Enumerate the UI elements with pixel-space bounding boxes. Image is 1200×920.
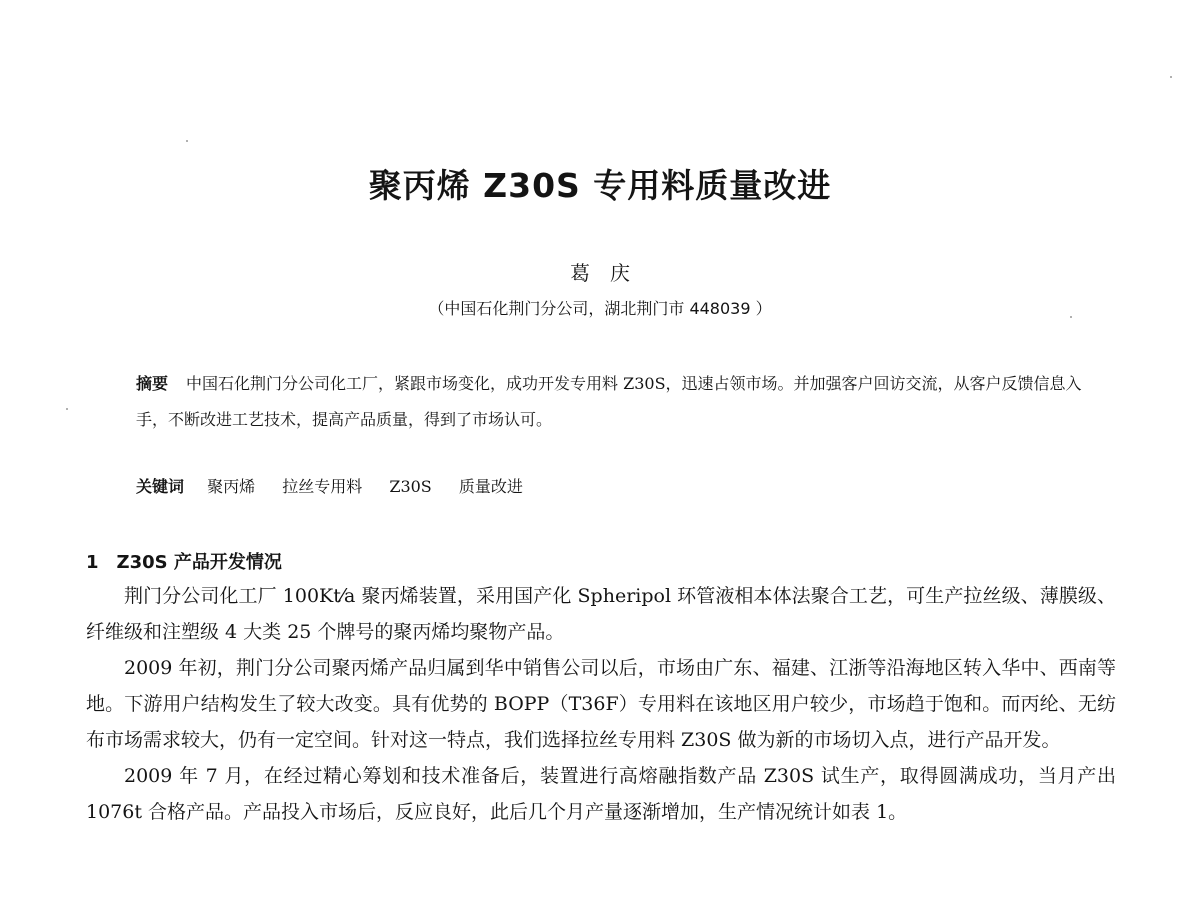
scan-speck bbox=[1070, 316, 1072, 318]
author-name: 葛 庆 bbox=[570, 261, 630, 285]
paragraph: 2009 年 7 月，在经过精心筹划和技术准备后，装置进行高熔融指数产品 Z30S 试生产，取得圆满成功，当月产出 1076t 合格产品。产品投入市场后，反应良好，此后几个月产量逐渐增加，生产情况统计如表 1。 bbox=[86, 765, 1116, 823]
keyword: 质量改进 bbox=[458, 477, 523, 496]
body-text bbox=[86, 578, 1116, 830]
keyword: Z30S bbox=[389, 477, 432, 496]
keyword: 拉丝专用料 bbox=[282, 477, 363, 496]
abstract-text: 中国石化荆门分公司化工厂，紧跟市场变化，成功开发专用料 Z30S，迅速占领市场。并加强客户回访交流，从客户反馈信息入手，不断改进工艺技术，提高产品质量，得到了市场认可。 bbox=[136, 374, 1082, 429]
author-affiliation: （中国石化荆门分公司，湖北荆门市 448039 ） bbox=[428, 299, 772, 318]
keywords-label: 关键词 bbox=[136, 477, 185, 496]
abstract bbox=[136, 366, 1086, 438]
scan-speck bbox=[1170, 76, 1172, 78]
paper-title: 聚丙烯 Z30S 专用料质量改进 bbox=[368, 166, 832, 205]
section-heading bbox=[86, 548, 282, 574]
paragraph: 2009 年初，荆门分公司聚丙烯产品归属到华中销售公司以后，市场由广东、福建、江浙等沿海地区转入华中、西南等地。下游用户结构发生了较大改变。具有优势的 BOPP（T36F）专用料在该地区用户较少，市场趋于饱和。而丙纶、无纺布市场需求较大，仍有一定空间。针对这一特点，我们选择拉丝专用料 Z30S 做为新的市场切入点，进行产品开发。 bbox=[86, 657, 1116, 751]
paragraph: 荆门分公司化工厂 100Kt⁄a 聚丙烯装置，采用国产化 Spheripol 环管液相本体法聚合工艺，可生产拉丝级、薄膜级、纤维级和注塑级 4 大类 25 个牌号的聚丙烯均聚物产品。 bbox=[86, 585, 1116, 643]
section-number: 1 bbox=[86, 552, 99, 573]
keyword: 聚丙烯 bbox=[207, 477, 256, 496]
section-title: Z30S 产品开发情况 bbox=[116, 552, 282, 573]
scan-speck bbox=[186, 140, 188, 142]
keywords bbox=[136, 474, 1086, 497]
abstract-label: 摘要 bbox=[136, 374, 169, 393]
scan-speck bbox=[66, 408, 68, 410]
